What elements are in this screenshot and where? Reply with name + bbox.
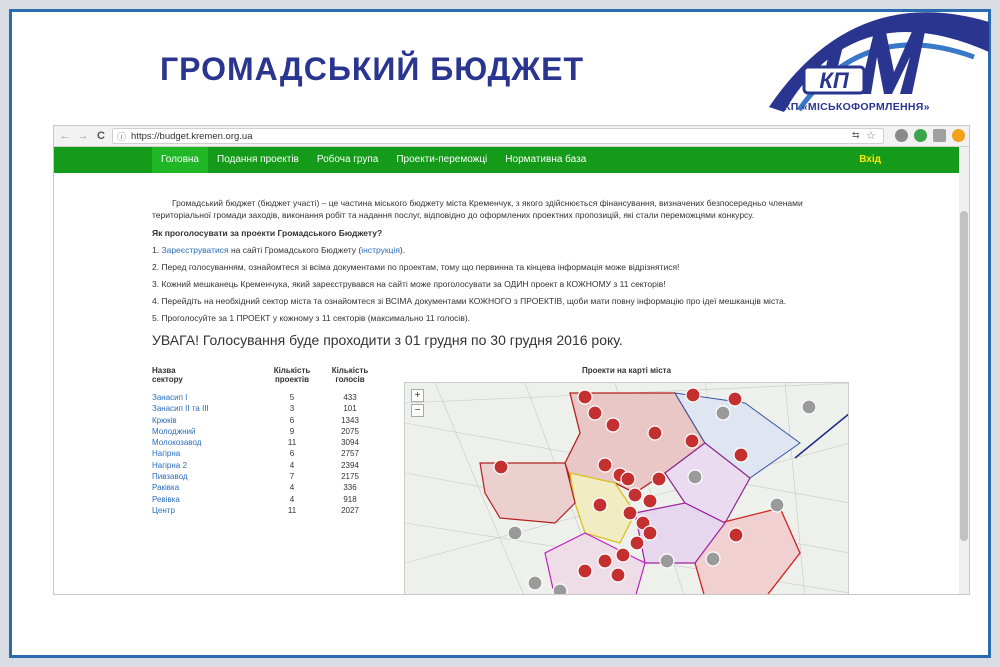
- step-4: 4. Перейдіть на необхідний сектор міста та ознайомтеся зі ВСІМА документами КОЖНОГО з ПРОЕКТІВ, щоби мати повну інформацію про ідеї мешканців міста.: [152, 296, 787, 306]
- project-count: 4: [289, 483, 295, 493]
- project-count: 4: [289, 494, 295, 504]
- scrollbar-thumb[interactable]: [960, 211, 968, 541]
- sector-name-link[interactable]: Молокозавод: [152, 438, 202, 448]
- project-count: 9: [289, 426, 295, 436]
- sector-name-link[interactable]: Занасип I: [152, 393, 188, 402]
- table-row: [152, 482, 392, 493]
- project-count: 6: [289, 449, 295, 459]
- map-canvas[interactable]: [405, 383, 849, 595]
- vote-count: 2027: [341, 505, 359, 515]
- sector-table: [152, 366, 392, 516]
- vote-count: 101: [343, 404, 357, 414]
- vote-count: 2394: [341, 460, 359, 470]
- nav-regulations[interactable]: Нормативна база: [505, 154, 587, 165]
- address-bar[interactable]: [112, 128, 884, 144]
- bookmark-star-icon[interactable]: ☆: [866, 130, 876, 142]
- nav-winning-projects[interactable]: Проекти-переможці: [396, 154, 488, 165]
- project-count: 4: [289, 460, 295, 470]
- nav-submit-projects[interactable]: Подання проектів: [217, 154, 299, 165]
- step-1: 1. Зареєструватися на сайті Громадського Бюджету (інструкція).: [152, 245, 406, 255]
- page-content: [152, 173, 852, 346]
- sector-name-link[interactable]: Ревівка: [152, 494, 180, 504]
- voting-warning: УВАГА! Голосування буде проходити з 01 грудня по 30 грудня 2016 року.: [152, 332, 623, 348]
- browser-toolbar: [54, 126, 969, 147]
- project-count: 11: [287, 438, 297, 448]
- table-row: [152, 505, 392, 516]
- project-count: 6: [289, 415, 295, 425]
- forward-button[interactable]: →: [77, 130, 89, 142]
- page-scrollbar[interactable]: [959, 147, 969, 595]
- info-icon[interactable]: ⓘ: [117, 131, 127, 142]
- vote-count: 2175: [341, 472, 359, 482]
- header-projects: Кількість проектів: [273, 366, 311, 384]
- table-row: [152, 426, 392, 437]
- sector-name-link[interactable]: Молоджний: [152, 426, 196, 436]
- table-row: [152, 448, 392, 459]
- extension-clock-icon[interactable]: [895, 129, 908, 142]
- instruction-link[interactable]: інструкція: [361, 245, 400, 255]
- vote-count: 918: [343, 494, 357, 504]
- sector-name-link[interactable]: Центр: [152, 505, 175, 515]
- reload-button[interactable]: C: [97, 130, 105, 142]
- table-row: [152, 415, 392, 426]
- vote-count: 433: [343, 393, 357, 402]
- table-body: [152, 392, 392, 516]
- sector-name-link[interactable]: Нагірна: [152, 449, 181, 459]
- table-row: [152, 494, 392, 505]
- vote-count: 1343: [341, 415, 359, 425]
- vote-count: 336: [343, 483, 357, 493]
- step-3: 3. Кожний мешканець Кременчука, який зареєструвався на сайті може проголосувати за ОДИН проект в КОЖНОМУ з 11 секторів!: [152, 279, 666, 289]
- login-link[interactable]: Вхід: [859, 154, 881, 165]
- table-row: [152, 471, 392, 482]
- zoom-in-button[interactable]: +: [411, 389, 424, 402]
- sector-name-link[interactable]: Занасип II та III: [152, 404, 209, 414]
- vote-count: 2075: [341, 426, 359, 436]
- header-votes: Кількість голосів: [331, 366, 369, 384]
- intro-text: Громадський бюджет (бюджет участі) – це частина міського бюджету міста Кременчук, з якого здійснюється фінансування, визначених безпосередньо членами територіальної громади заходів, виконання робіт та надання послуг, відповідно до оформлених проектних пропозицій, які стали переможцями конкурсу.: [152, 198, 803, 220]
- nav-home[interactable]: Головна: [152, 147, 208, 173]
- back-button[interactable]: ←: [59, 130, 71, 142]
- site-navigation: [54, 147, 969, 173]
- project-count: 11: [287, 505, 297, 515]
- logo-text: КП: [819, 68, 849, 93]
- register-link[interactable]: Зареєструватися: [161, 245, 229, 255]
- extension-orange-icon[interactable]: [952, 129, 965, 142]
- project-count: 3: [289, 404, 295, 414]
- browser-window: [53, 125, 970, 595]
- header-sector: Назва сектору: [152, 366, 183, 384]
- howto-title: Як проголосувати за проекти Громадського Бюджету?: [152, 228, 383, 238]
- step-2: 2. Перед голосуванням, ознайомтеся зі всіма документами по проектам, тому що первинна та кінцева інформація може відрізнятися!: [152, 262, 680, 272]
- city-map[interactable]: [404, 382, 849, 595]
- zoom-out-button[interactable]: −: [411, 404, 424, 417]
- sector-name-link[interactable]: Крюків: [152, 415, 177, 425]
- slide-title: ГРОМАДСЬКИЙ БЮДЖЕТ: [160, 51, 585, 87]
- table-header: [152, 366, 392, 392]
- extension-square-icon[interactable]: [933, 129, 946, 142]
- map-title: Проекти на карті міста: [581, 366, 672, 375]
- project-count: 5: [289, 393, 295, 402]
- table-row: [152, 437, 392, 448]
- vote-count: 2757: [341, 449, 359, 459]
- sector-name-link[interactable]: Нагірна 2: [152, 460, 187, 470]
- nav-working-group[interactable]: Робоча група: [316, 154, 379, 165]
- slide-frame: [9, 9, 991, 658]
- logo-caption: КП «МІСЬКОФОРМЛЕННЯ»: [784, 101, 930, 113]
- table-row: [152, 460, 392, 471]
- translate-icon[interactable]: ⇆: [852, 130, 860, 140]
- step-5: 5. Проголосуйте за 1 ПРОЕКТ у кожному з 11 секторів (максимально 11 голосів).: [152, 313, 471, 323]
- vote-count: 3094: [341, 438, 359, 448]
- extension-shield-icon[interactable]: [914, 129, 927, 142]
- table-row: [152, 403, 392, 414]
- url-text: https://budget.kremen.org.ua: [131, 130, 253, 142]
- project-count: 7: [289, 472, 295, 482]
- sector-name-link[interactable]: Раківка: [152, 483, 180, 493]
- table-row: [152, 392, 392, 403]
- sector-name-link[interactable]: Пивзавод: [152, 472, 188, 482]
